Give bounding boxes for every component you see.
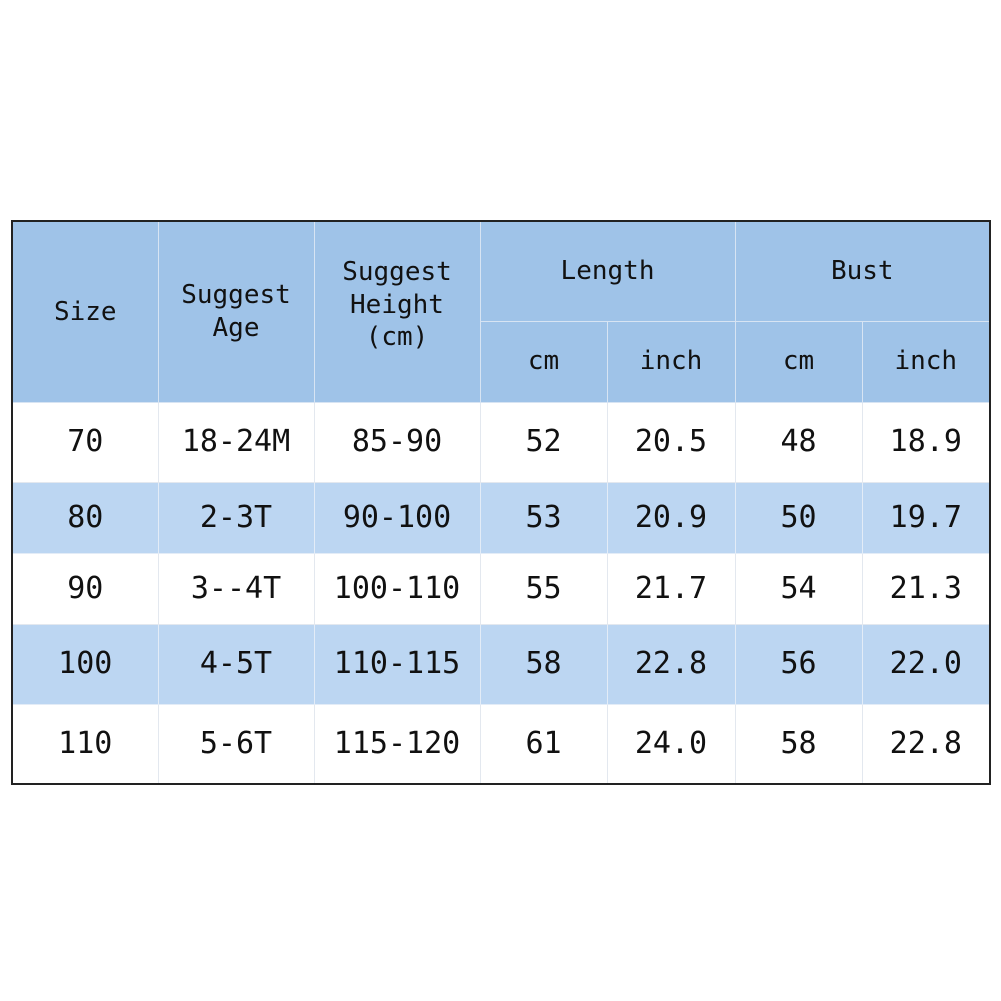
header-row-1 xyxy=(12,221,990,321)
cell-bust-cm: 48 xyxy=(735,402,862,482)
cell-length-inch: 20.9 xyxy=(607,482,735,553)
header-age-line2: Age xyxy=(212,312,260,343)
cell-size: 90 xyxy=(12,553,158,624)
header-suggest-age xyxy=(158,221,314,402)
cell-length-cm: 61 xyxy=(480,704,607,784)
cell-length-cm: 55 xyxy=(480,553,607,624)
header-length-cm: cm xyxy=(480,321,607,402)
table-row xyxy=(12,482,990,553)
cell-age: 2-3T xyxy=(158,482,314,553)
header-length: Length xyxy=(480,221,735,321)
cell-age: 4-5T xyxy=(158,624,314,704)
cell-size: 70 xyxy=(12,402,158,482)
header-height-line1: Suggest xyxy=(342,257,452,287)
cell-bust-inch: 22.8 xyxy=(862,704,990,784)
header-age-line1: Suggest xyxy=(181,280,291,311)
header-size: Size xyxy=(12,221,158,402)
size-chart-table xyxy=(11,220,991,785)
cell-length-inch: 21.7 xyxy=(607,553,735,624)
table-row xyxy=(12,624,990,704)
cell-height: 90-100 xyxy=(314,482,480,553)
header-bust-inch: inch xyxy=(862,321,990,402)
cell-length-cm: 52 xyxy=(480,402,607,482)
cell-size: 100 xyxy=(12,624,158,704)
header-bust: Bust xyxy=(735,221,990,321)
header-height-line2: Height xyxy=(350,289,444,320)
cell-age: 3--4T xyxy=(158,553,314,624)
table-row xyxy=(12,402,990,482)
header-length-inch: inch xyxy=(607,321,735,402)
cell-bust-inch: 22.0 xyxy=(862,624,990,704)
table-row xyxy=(12,553,990,624)
cell-length-inch: 24.0 xyxy=(607,704,735,784)
cell-bust-inch: 19.7 xyxy=(862,482,990,553)
cell-length-cm: 58 xyxy=(480,624,607,704)
cell-bust-cm: 50 xyxy=(735,482,862,553)
cell-age: 5-6T xyxy=(158,704,314,784)
cell-size: 110 xyxy=(12,704,158,784)
header-height-line3: (cm) xyxy=(365,322,429,352)
cell-height: 115-120 xyxy=(314,704,480,784)
cell-bust-inch: 21.3 xyxy=(862,553,990,624)
cell-length-inch: 22.8 xyxy=(607,624,735,704)
cell-length-cm: 53 xyxy=(480,482,607,553)
cell-age: 18-24M xyxy=(158,402,314,482)
cell-length-inch: 20.5 xyxy=(607,402,735,482)
cell-height: 100-110 xyxy=(314,553,480,624)
cell-height: 110-115 xyxy=(314,624,480,704)
header-suggest-height xyxy=(314,221,480,402)
cell-bust-cm: 58 xyxy=(735,704,862,784)
cell-bust-cm: 54 xyxy=(735,553,862,624)
cell-bust-cm: 56 xyxy=(735,624,862,704)
cell-size: 80 xyxy=(12,482,158,553)
cell-height: 85-90 xyxy=(314,402,480,482)
cell-bust-inch: 18.9 xyxy=(862,402,990,482)
table-row xyxy=(12,704,990,784)
header-bust-cm: cm xyxy=(735,321,862,402)
